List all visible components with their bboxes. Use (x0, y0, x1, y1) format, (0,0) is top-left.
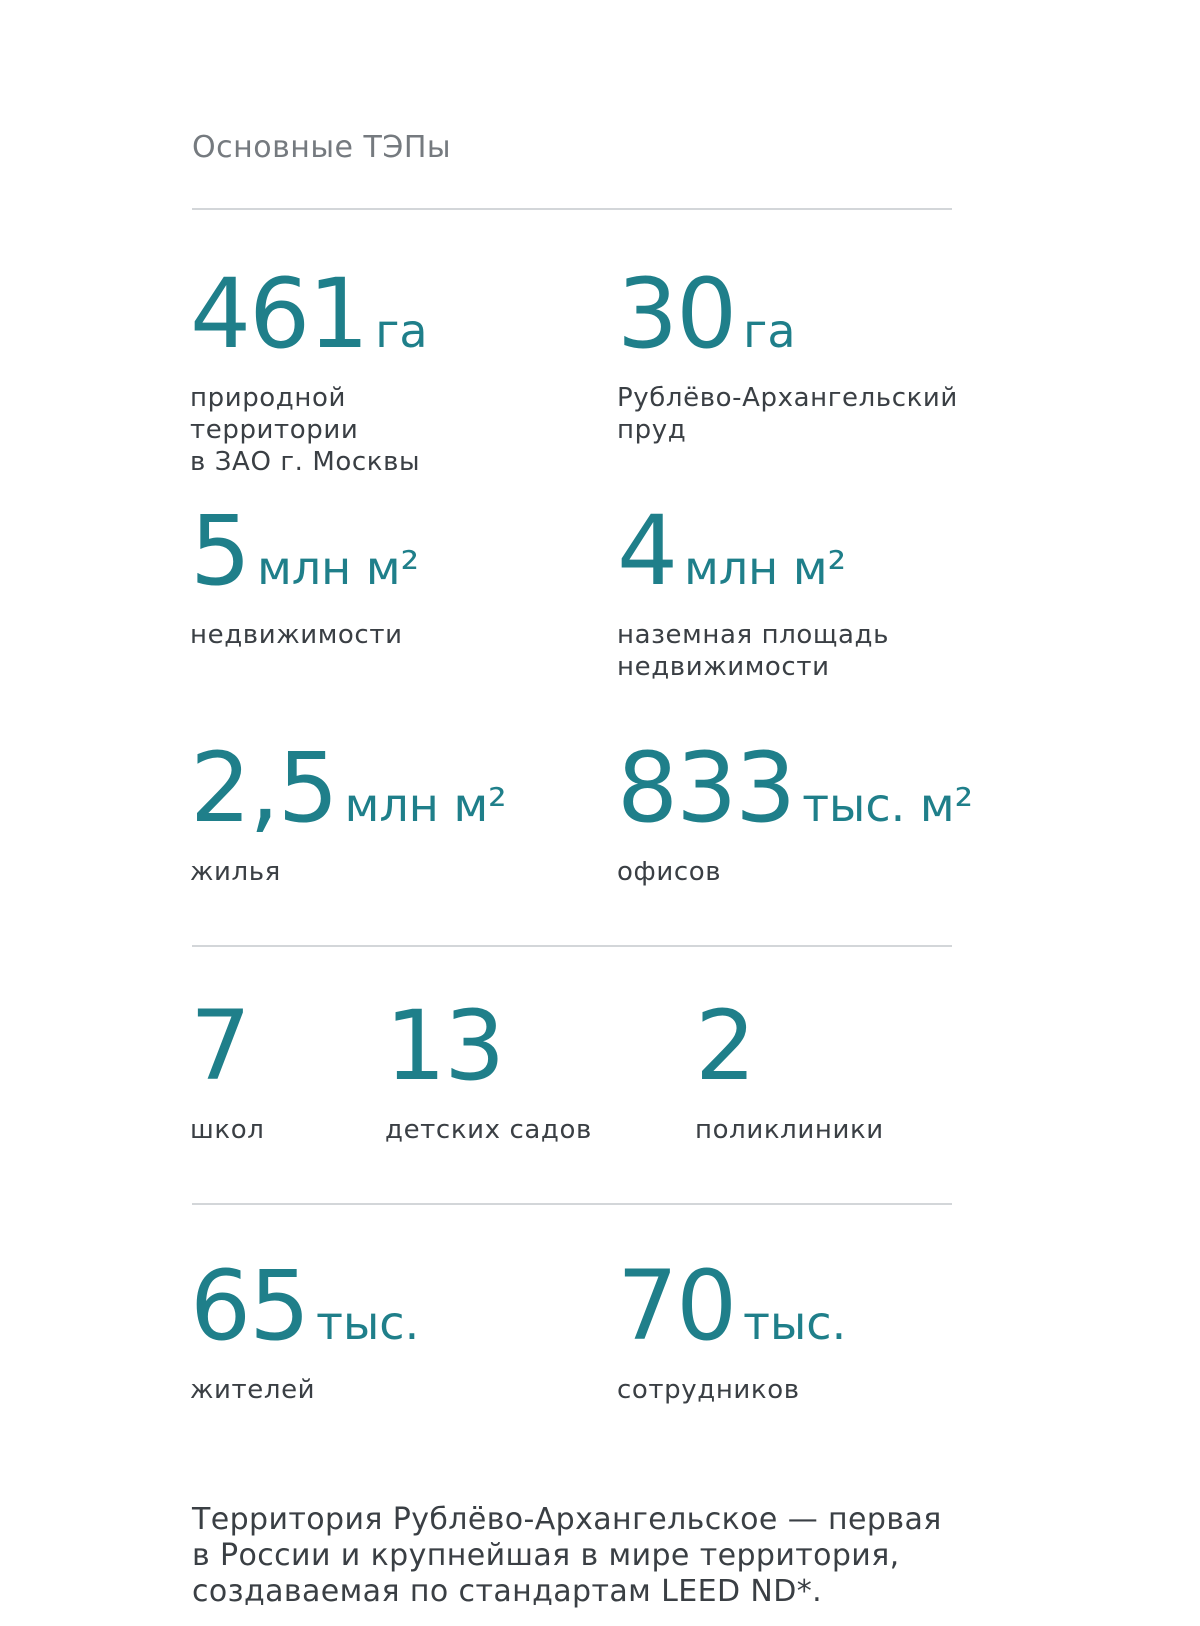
divider-bottom (192, 1203, 952, 1205)
stat-label: офисов (617, 857, 722, 887)
stat-value: 65 (190, 1250, 309, 1362)
page-title: Основные ТЭПы (192, 130, 452, 165)
stat-unit: га (743, 304, 796, 358)
stat-value: 4 (617, 495, 677, 607)
stat-value: 30 (617, 258, 736, 370)
stat-label: школ (190, 1115, 265, 1145)
stat-real-estate (190, 495, 420, 651)
stat-employees (617, 1250, 847, 1406)
stat-label: наземная площадь недвижимости (617, 620, 890, 682)
stat-value: 833 (617, 732, 795, 844)
stat-label: Рублёво-Архангельский пруд (617, 383, 958, 445)
stat-value: 461 (190, 258, 368, 370)
stat-label: детских садов (385, 1115, 592, 1145)
stat-unit: тыс. (743, 1296, 847, 1350)
stat-label: поликлиники (695, 1115, 884, 1145)
stat-label: природной территории в ЗАО г. Москвы (190, 383, 421, 477)
stat-unit: тыс. м² (802, 778, 974, 832)
stat-label: жителей (190, 1375, 316, 1405)
stat-unit: млн м² (344, 778, 507, 832)
stat-value: 70 (617, 1250, 736, 1362)
stat-nature-area (190, 258, 428, 478)
stat-unit: га (375, 304, 428, 358)
footer-note: Территория Рублёво-Архангельское — первая в России и крупнейшая в мире территория, создаваемая по стандартам LEED ND*. (192, 1502, 942, 1609)
stat-clinics (695, 990, 884, 1146)
stat-kindergartens (385, 990, 592, 1146)
stat-value: 7 (190, 990, 250, 1102)
stat-label: сотрудников (617, 1375, 800, 1405)
stat-value: 5 (190, 495, 250, 607)
stat-offices (617, 732, 974, 888)
stat-label: недвижимости (190, 620, 403, 650)
stat-unit: млн м² (684, 541, 847, 595)
divider-middle (192, 945, 952, 947)
divider-top (192, 208, 952, 210)
stat-label: жилья (190, 857, 281, 887)
stat-unit: млн м² (257, 541, 420, 595)
stat-housing (190, 732, 507, 888)
stat-pond-area (617, 258, 958, 446)
stat-value: 2,5 (190, 732, 337, 844)
stat-schools (190, 990, 265, 1146)
stat-value: 2 (695, 990, 755, 1102)
stat-unit: тыс. (316, 1296, 420, 1350)
stat-value: 13 (385, 990, 504, 1102)
stat-ground-area (617, 495, 890, 683)
stat-residents (190, 1250, 420, 1406)
